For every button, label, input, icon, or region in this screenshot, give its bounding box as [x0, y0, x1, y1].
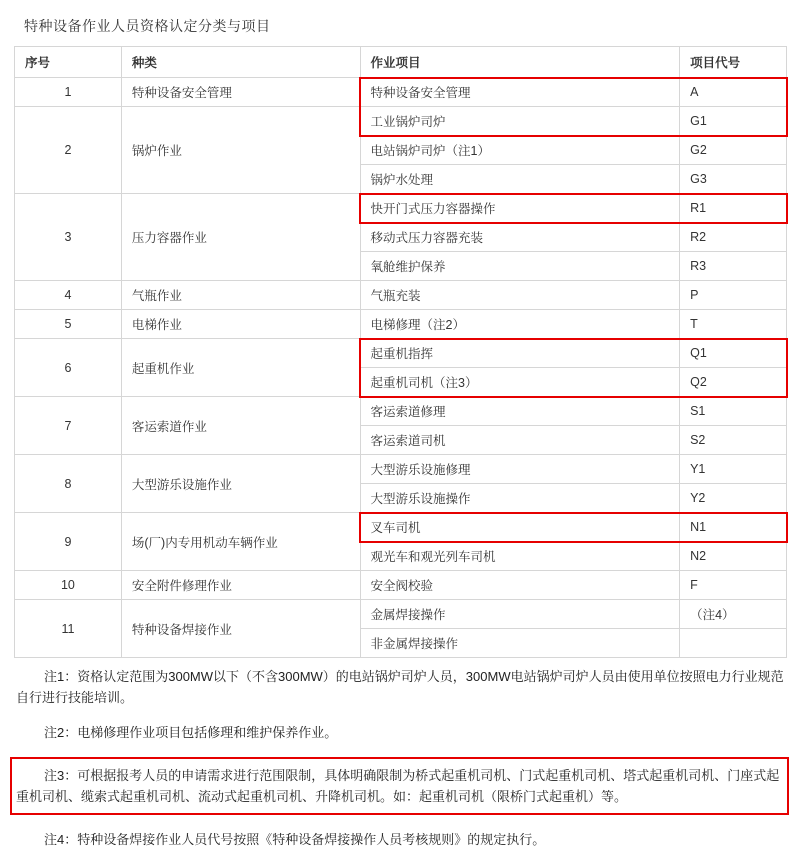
table-row [15, 513, 787, 542]
cell-code: Y2 [680, 484, 787, 513]
table-row [15, 281, 787, 310]
cell-no: 2 [15, 107, 122, 194]
cell-no: 10 [15, 571, 122, 600]
cell-item: 客运索道司机 [360, 426, 680, 455]
cell-category: 电梯作业 [121, 310, 360, 339]
cell-category: 特种设备安全管理 [121, 78, 360, 107]
cell-no: 6 [15, 339, 122, 397]
cell-category: 大型游乐设施作业 [121, 455, 360, 513]
cell-no: 1 [15, 78, 122, 107]
cell-code: Q1 [680, 339, 787, 368]
cell-code: R2 [680, 223, 787, 252]
table-body [15, 78, 787, 658]
cell-code: R3 [680, 252, 787, 281]
cell-code: F [680, 571, 787, 600]
cell-no: 8 [15, 455, 122, 513]
cell-code: N2 [680, 542, 787, 571]
cell-item: 电梯修理（注2） [360, 310, 680, 339]
cell-code: （注4） [680, 600, 787, 629]
cell-code: T [680, 310, 787, 339]
cell-code: Y1 [680, 455, 787, 484]
note-3: 注3：可根据报考人员的申请需求进行范围限制，具体明确限制为桥式起重机司机、门式起重机司机、塔式起重机司机、门座式起重机司机、缆索式起重机司机、流动式起重机司机、升降机司机。如：起重机司机（限桥门式起重机）等。 [10, 757, 789, 815]
column-header-no: 序号 [15, 47, 122, 78]
cell-code: P [680, 281, 787, 310]
note-4: 注4：特种设备焊接作业人员代号按照《特种设备焊接操作人员考核规则》的规定执行。 [44, 832, 546, 847]
cell-code: N1 [680, 513, 787, 542]
cell-no: 11 [15, 600, 122, 658]
table-row [15, 107, 787, 136]
table-header [15, 47, 787, 78]
cell-category: 场(厂)内专用机动车辆作业 [121, 513, 360, 571]
table-row [15, 194, 787, 223]
column-header-category: 种类 [121, 47, 360, 78]
cell-item: 工业锅炉司炉 [360, 107, 680, 136]
cell-item: 锅炉水处理 [360, 165, 680, 194]
table-row [15, 455, 787, 484]
cell-item: 移动式压力容器充装 [360, 223, 680, 252]
cell-item: 金属焊接操作 [360, 600, 680, 629]
cell-code: Q2 [680, 368, 787, 397]
cell-code: A [680, 78, 787, 107]
cell-item: 电站锅炉司炉（注1） [360, 136, 680, 165]
cell-item: 大型游乐设施操作 [360, 484, 680, 513]
note-1: 注1：资格认定范围为300MW以下（不含300MW）的电站锅炉司炉人员，300MW电站锅炉司炉人员由使用单位按照电力行业规范自行进行技能培训。 [16, 669, 784, 705]
cell-category: 客运索道作业 [121, 397, 360, 455]
cell-code [680, 629, 787, 658]
table-row [15, 397, 787, 426]
cell-item: 叉车司机 [360, 513, 680, 542]
cell-item: 特种设备安全管理 [360, 78, 680, 107]
cell-item: 快开门式压力容器操作 [360, 194, 680, 223]
cell-item: 观光车和观光列车司机 [360, 542, 680, 571]
table-header-row [15, 47, 787, 78]
cell-code: G2 [680, 136, 787, 165]
notes-section [14, 666, 789, 850]
table-row [15, 310, 787, 339]
cell-code: G3 [680, 165, 787, 194]
cell-item: 客运索道修理 [360, 397, 680, 426]
cell-category: 气瓶作业 [121, 281, 360, 310]
column-header-item: 作业项目 [360, 47, 680, 78]
cell-code: R1 [680, 194, 787, 223]
table-row [15, 339, 787, 368]
table-row [15, 78, 787, 107]
cell-no: 3 [15, 194, 122, 281]
qualification-table [14, 46, 787, 658]
table-row [15, 600, 787, 629]
cell-category: 起重机作业 [121, 339, 360, 397]
cell-category: 压力容器作业 [121, 194, 360, 281]
cell-no: 7 [15, 397, 122, 455]
column-header-code: 项目代号 [680, 47, 787, 78]
cell-item: 起重机司机（注3） [360, 368, 680, 397]
cell-category: 安全附件修理作业 [121, 571, 360, 600]
cell-code: S2 [680, 426, 787, 455]
cell-category: 锅炉作业 [121, 107, 360, 194]
cell-code: S1 [680, 397, 787, 426]
cell-code: G1 [680, 107, 787, 136]
table-row [15, 571, 787, 600]
cell-item: 安全阀校验 [360, 571, 680, 600]
cell-no: 5 [15, 310, 122, 339]
cell-item: 非金属焊接操作 [360, 629, 680, 658]
page-title: 特种设备作业人员资格认定分类与项目 [24, 18, 271, 34]
cell-no: 4 [15, 281, 122, 310]
cell-item: 气瓶充装 [360, 281, 680, 310]
cell-item: 大型游乐设施修理 [360, 455, 680, 484]
cell-category: 特种设备焊接作业 [121, 600, 360, 658]
cell-item: 氧舱维护保养 [360, 252, 680, 281]
cell-no: 9 [15, 513, 122, 571]
cell-item: 起重机指挥 [360, 339, 680, 368]
note-2: 注2：电梯修理作业项目包括修理和维护保养作业。 [44, 725, 338, 740]
